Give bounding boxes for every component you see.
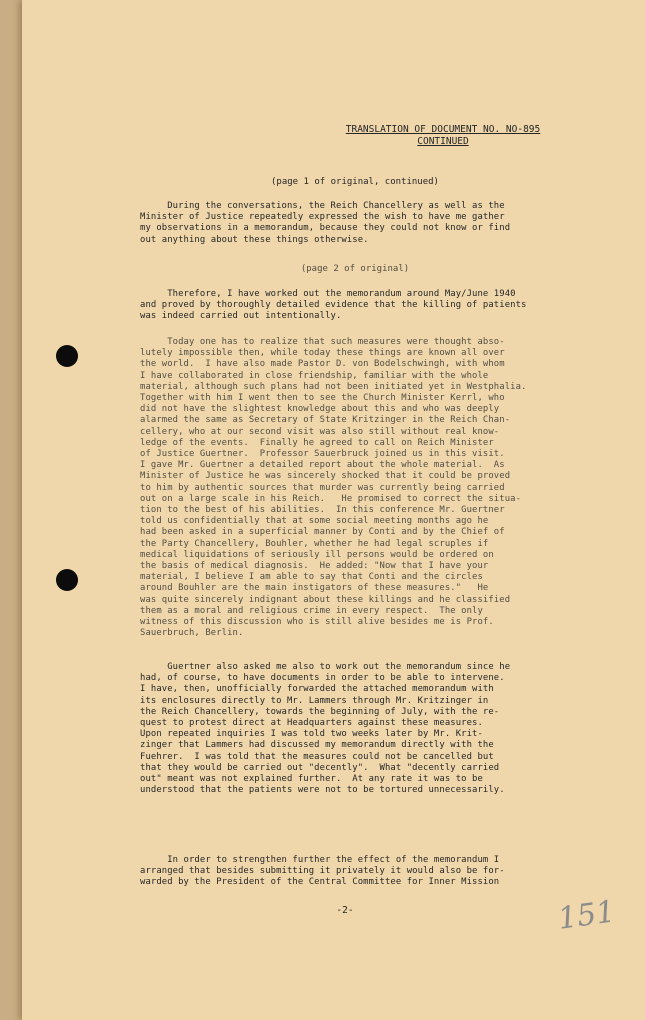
- page-note-original-2: (page 2 of original): [300, 264, 410, 274]
- paragraph-1: During the conversations, the Reich Chancellery as well as the Minister of Justice repeatedly expressed the wish to have me gather my observations in a memorandum, because they could not know or find out anything about these things otherwise.: [140, 201, 511, 245]
- paragraph-5: In order to strengthen further the effect of the memorandum I arranged that besides submitting it privately it would also be for- warded by the President of the Central Committee for Inner Mission: [140, 855, 505, 888]
- punch-hole-top: [56, 345, 78, 367]
- paragraph-4: Guertner also asked me also to work out the memorandum since he had, of course, to have documents in order to be able to intervene. I have, then, unofficially forwarded the attached memorandum with its enclosures directly to Mr. Lammers through Mr. Kritzinger in the Reich Chancellery, towards the beginning of July, with the re- quest to protest direct at Headquarters against these measures. Upon repeated inquiries I was told two weeks later by Mr. Krit- zinger that Lammers had discussed my memorandum directly with the Fuehrer. I was told that the measures could not be cancelled but that they would be carried out "decently". What "decently carried out" meant was not explained further. At any rate it was to be understood that the patients were not to be tortured unnecessarily.: [140, 662, 511, 796]
- punch-hole-bottom: [56, 569, 78, 591]
- document-heading: [333, 124, 553, 148]
- heading-title: TRANSLATION OF DOCUMENT NO. NO-895: [345, 124, 541, 135]
- paragraph-2: Therefore, I have worked out the memorandum around May/June 1940 and proved by thoroughly detailed evidence that the killing of patients was indeed carried out intentionally.: [140, 289, 527, 322]
- paragraph-3: Today one has to realize that such measures were thought abso- lutely impossible then, while today these things are known all over the world. I have also made Pastor D. von Bodelschwingh, with whom I have collaborated in close friendship, familiar with the whole material, although such plans had not been initiated yet in Westphalia. Together with him I went then to see the Church Minister Kerrl, who did not have the slightest knowledge about this and who was deeply alarmed the same as Secretary of State Kritzinger in the Reich Chan- cellery, who at our second visit was also still without real know- ledge of the events. Finally he agreed to call on Reich Minister of Justice Guertner. Professor Sauerbruck joined us in this visit. I gave Mr. Guertner a detailed report about the whole material. As Minister of Justice he was sincerely shocked that it could be proved to him by authentic sources that murder was currently being carried out on a large scale in his Reich. He promised to correct the situa- tion to the best of his abilities. In this conference Mr. Guertner told us confidentially that at some social meeting months ago he had been asked in a superficial manner by Conti and by the Chief of the Party Chancellery, Bouhler, whether he had legal scruples if medical liquidations of seriously ill persons would be ordered on the basis of medical diagnosis. He added: "Now that I have your material, I believe I am able to say that Conti and the circles around Bouhler are the main instigators of these measures." He was quite sincerely indignant about these killings and he classified them as a moral and religious crime in every respect. The only witness of this discussion who is still alive besides me is Prof. Sauerbruch, Berlin.: [140, 337, 527, 639]
- page-number: -2-: [336, 905, 354, 916]
- page-note-original-1: (page 1 of original, continued): [271, 177, 439, 187]
- handwritten-page-number: 151: [555, 894, 618, 937]
- heading-continued: CONTINUED: [417, 136, 469, 147]
